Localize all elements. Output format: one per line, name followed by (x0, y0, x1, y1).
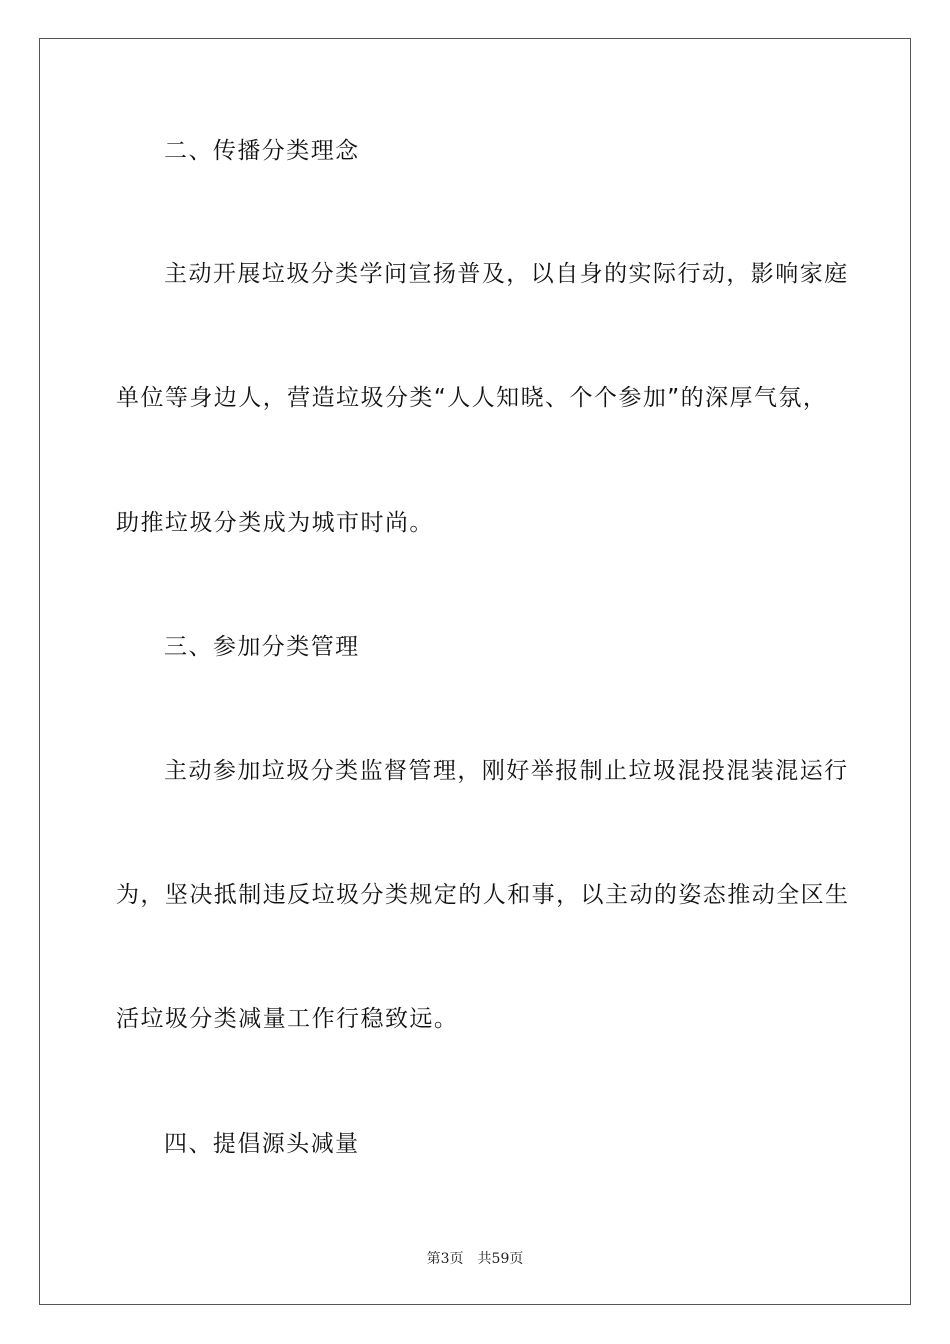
section-heading-3: 三、参加分类管理 (164, 634, 360, 660)
section-heading-2: 二、传播分类理念 (164, 138, 360, 164)
page-border (39, 38, 911, 1305)
section-heading-4: 四、提倡源头减量 (164, 1131, 360, 1157)
page-number: 第3页 (426, 1251, 464, 1267)
paragraph-line: 助推垃圾分类成为城市时尚。 (116, 510, 434, 536)
paragraph-line: 主动参加垃圾分类监督管理，刚好举报制止垃圾混投混装混运行 (164, 758, 849, 784)
paragraph-line: 为，坚决抵制违反垃圾分类规定的人和事，以主动的姿态推动全区生 (116, 882, 850, 908)
paragraph-line: 主动开展垃圾分类学问宣扬普及，以自身的实际行动，影响家庭 (164, 261, 849, 287)
paragraph-line: 单位等身边人，营造垃圾分类“人人知晓、个个参加”的深厚气氛， (116, 385, 828, 411)
page-footer (0, 1248, 950, 1268)
paragraph-line: 活垃圾分类减量工作行稳致远。 (116, 1006, 459, 1032)
total-pages: 共59页 (477, 1251, 524, 1267)
